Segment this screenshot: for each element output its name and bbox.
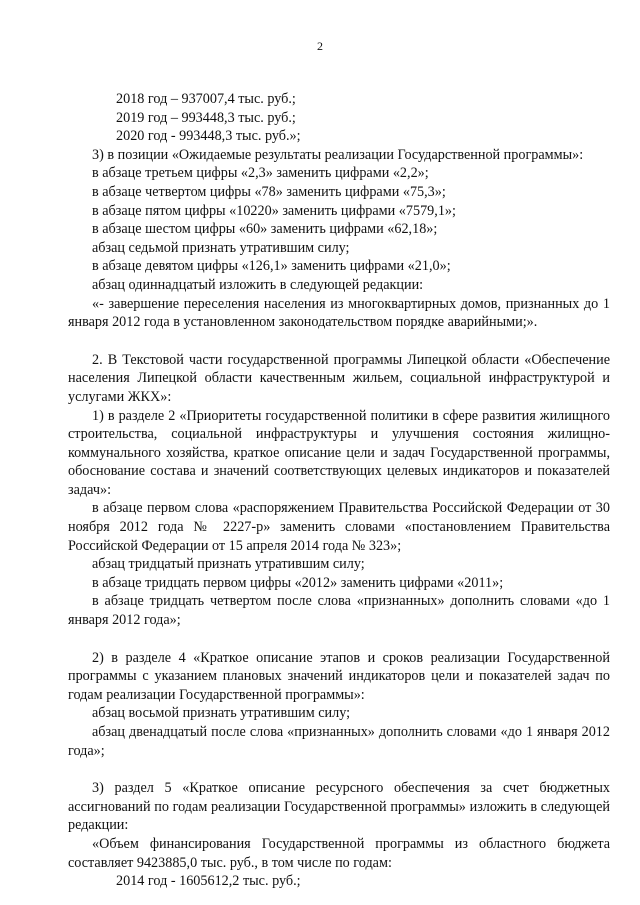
paragraph-section-2: 2. В Текстовой части государственной программы Липецкой области «Обеспечение населения Липецкой области качественным жильем, социальной инфраструктурой и услугами ЖКХ»: (68, 351, 610, 405)
paragraph-line: абзац одиннадцатый изложить в следующей редакции: (92, 276, 424, 293)
funding-line-2014: 2014 год - 1605612,2 тыс. руб.; (116, 873, 301, 890)
paragraph-gap (68, 332, 610, 351)
paragraph-line: в абзаце тридцать четвертом после слова «признанных» дополнить словами «до 1 января 2012 года»; (68, 593, 610, 629)
funding-line-2018: 2018 год – 937007,4 тыс. руб.; (116, 91, 296, 107)
paragraph-line: в абзаце третьем цифры «2,3» заменить цифрами «2,2»; (92, 165, 429, 182)
funding-line-2019: 2019 год – 993448,3 тыс. руб.; (116, 109, 296, 126)
paragraph-item-2: 2) в разделе 4 «Краткое описание этапов и сроков реализации Государственной программы с указанием плановых значений индикаторов цели и показателей задач по годам реализации Государственной программы»: (68, 649, 610, 703)
paragraph-gap (68, 630, 610, 649)
paragraph-line: в абзаце пятом цифры «10220» заменить цифрами «7579,1»; (92, 202, 456, 219)
paragraph-line: в абзаце четвертом цифры «78» заменить цифрами «75,3»; (92, 183, 446, 200)
paragraph-item-1: 1) в разделе 2 «Приоритеты государственной политики в сфере развития жилищного строительства, социальной инфраструктуры и улучшения состояния жилищно-коммунального хозяйства, краткое описание цели и задач Государственной программы, обоснование состава и значений соответствующих целевых индикаторов и показателей задач»: (68, 407, 610, 498)
paragraph-line: в абзаце шестом цифры «60» заменить цифрами «62,18»; (92, 221, 438, 238)
paragraph-quote: «- завершение переселения населения из многоквартирных домов, признанных до 1 января 2012 года в установленном законодательством порядке аварийными;». (68, 295, 610, 331)
paragraph-item-3: 3) в позиции «Ожидаемые результаты реализации Государственной программы»: (92, 146, 584, 163)
paragraph-line: в абзаце девятом цифры «126,1» заменить цифрами «21,0»; (92, 258, 451, 275)
funding-line-2020: 2020 год - 993448,3 тыс. руб.»; (116, 128, 301, 145)
paragraph-line: в абзаце первом слова «распоряжением Правительства Российской Федерации от 30 ноября 2012 года № 2227-р» заменить словами «постановлением Правительства Российской Федерации от 15 апреля 2014 года № 323»; (68, 500, 610, 554)
paragraph-line: абзац тридцатый признать утратившим силу; (92, 556, 365, 573)
paragraph-line: в абзаце тридцать первом цифры «2012» заменить цифрами «2011»; (92, 574, 504, 591)
paragraph-item-3-section-5: 3) раздел 5 «Краткое описание ресурсного обеспечения за счет бюджетных ассигнований по годам реализации Государственной программы» изложить в следующей редакции: (68, 780, 610, 834)
paragraph-line: абзац двенадцатый после слова «признанных» дополнить словами «до 1 января 2012 года»; (68, 724, 610, 759)
paragraph-quote-funding: «Объем финансирования Государственной программы из областного бюджета составляет 9423885,0 тыс. руб., в том числе по годам: (68, 835, 610, 871)
paragraph-line: абзац восьмой признать утратившим силу; (92, 705, 351, 722)
document-body (68, 90, 610, 891)
paragraph-line: абзац седьмой признать утратившим силу; (92, 239, 350, 256)
paragraph-gap (68, 760, 610, 779)
page-number: 2 (317, 39, 323, 53)
